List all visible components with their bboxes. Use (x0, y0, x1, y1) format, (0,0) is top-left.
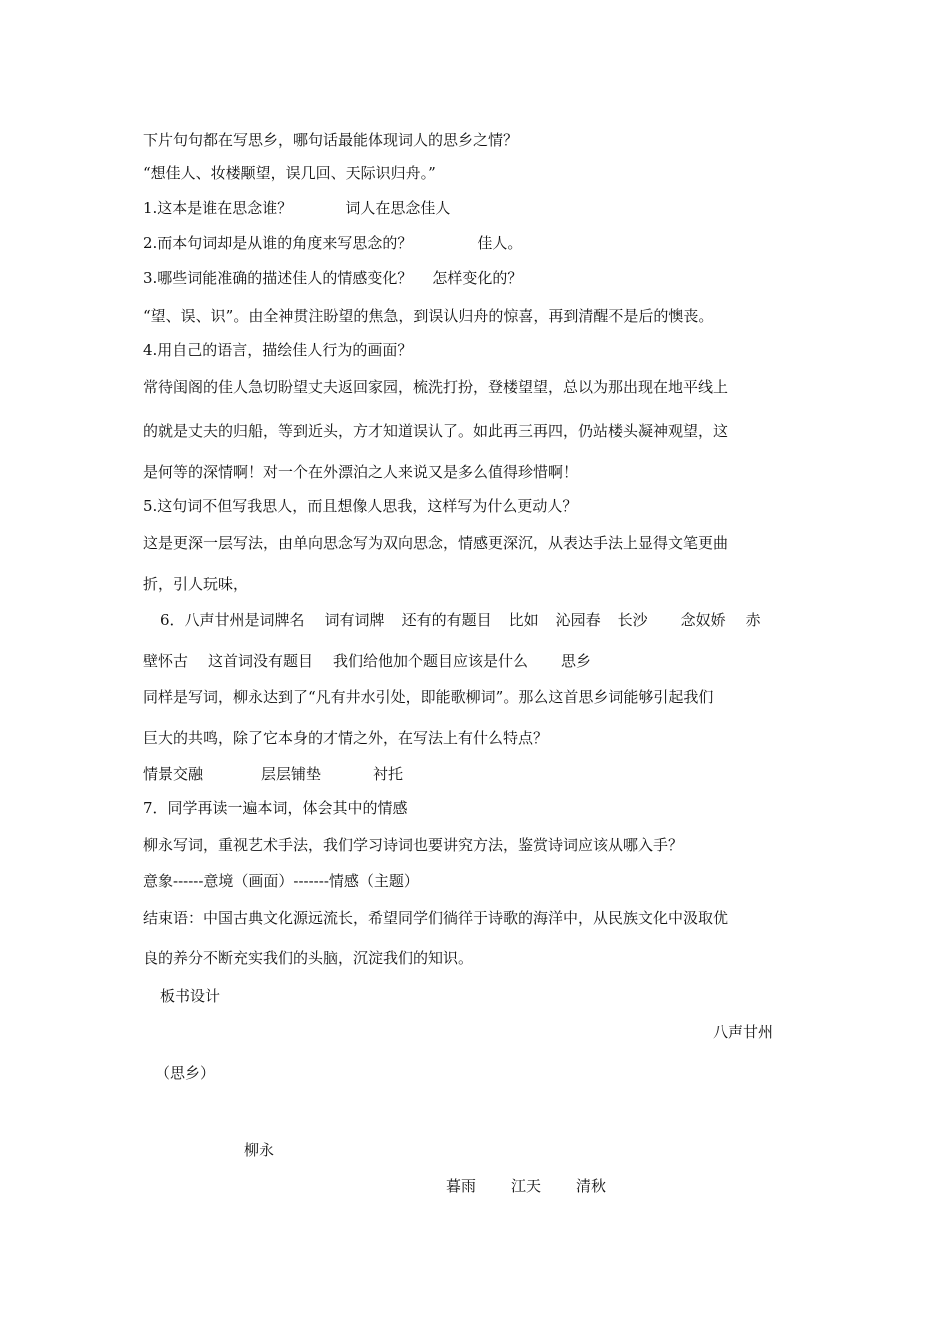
question-3 (143, 268, 522, 288)
conclusion-line-1: 结束语：中国古典文化源远流长，希望同学们徜徉于诗歌的海洋中，从民族文化中汲取优 (143, 909, 729, 927)
board-images (446, 1176, 606, 1196)
item-6-text-e: 沁园春 (555, 611, 601, 629)
comparison-line-1: 同样是写词，柳永达到了“凡有井水引处，即能歌柳词”。那么这首思乡词能够引起我们 (143, 688, 714, 706)
answer-4-line-2: 的就是丈夫的归船，等到近头，方才知道误认了。如此再三再四，仍站楼头凝神观望，这 (143, 422, 729, 440)
board-theme: （思乡） (155, 1064, 216, 1082)
answer-2: 佳人。 (477, 234, 523, 252)
answer-3: “望、误、识”。由全神贯注盼望的焦急，到误认归舟的惊喜，再到清醒不是后的懊丧。 (143, 307, 714, 325)
question-line: 下片句句都在写思乡，哪句话最能体现词人的思乡之情？ (143, 131, 519, 149)
item-6-line-2 (143, 651, 591, 671)
board-image-1: 暮雨 (446, 1177, 477, 1195)
item-6-text-b: 词有词牌 (324, 611, 385, 629)
question-4: 4.用自己的语言，描绘佳人行为的画面？ (143, 341, 413, 359)
question-2-text: 2.而本句词却是从谁的角度来写思念的？ (143, 234, 413, 252)
board-image-2: 江天 (511, 1177, 542, 1195)
comparison-line-2: 巨大的共鸣，除了它本身的才情之外，在写法上有什么特点？ (143, 729, 549, 747)
question-5: 5.这句词不但写我思人，而且想像人思我，这样写为什么更动人？ (143, 497, 578, 515)
item-6-text-i: 壁怀古 (143, 652, 189, 670)
technique-2: 层层铺垫 (261, 765, 322, 783)
question-3-followup: 怎样变化的？ (432, 269, 523, 287)
techniques-line (143, 764, 403, 784)
item-6-line-1 (160, 610, 761, 630)
answer-4-line-1: 常待闺阁的佳人急切盼望丈夫返回家园，梳洗打扮，登楼望望，总以为那出现在地平线上 (143, 378, 729, 396)
method-chain: 意象------意境（画面）-------情感（主题） (143, 872, 419, 890)
item-6-text-k: 我们给他加个题目应该是什么 (333, 652, 529, 670)
answer-5-line-1: 这是更深一层写法，由单向思念写为双向思念，情感更深沉，从表达手法上显得文笔更曲 (143, 534, 729, 552)
item-6-text-f: 长沙 (617, 611, 648, 629)
method-line: 柳永写词，重视艺术手法，我们学习诗词也要讲究方法，鉴赏诗词应该从哪入手？ (143, 836, 684, 854)
item-7: 7．同学再读一遍本词，体会其中的情感 (143, 799, 408, 817)
item-6-text-g: 念奴娇 (680, 611, 726, 629)
item-6-text-j: 这首词没有题目 (208, 652, 314, 670)
quoted-verse: “想佳人、妆楼颙望，误几回、天际识归舟。” (143, 164, 436, 182)
item-6-text-a: 6．八声甘州是词牌名 (160, 611, 305, 629)
technique-1: 情景交融 (143, 765, 204, 783)
item-6-text-c: 还有的有题目 (401, 611, 492, 629)
board-heading: 板书设计 (160, 987, 221, 1005)
board-author: 柳永 (244, 1141, 275, 1159)
answer-4-line-3: 是何等的深情啊！对一个在外漂泊之人来说又是多么值得珍惜啊！ (143, 463, 579, 481)
answer-1: 词人在思念佳人 (345, 199, 451, 217)
conclusion-line-2: 良的养分不断充实我们的头脑，沉淀我们的知识。 (143, 949, 474, 967)
question-2 (143, 233, 522, 253)
technique-3: 衬托 (373, 765, 404, 783)
item-6-answer: 思乡 (561, 652, 592, 670)
question-1-text: 1.这本是谁在思念谁？ (143, 199, 293, 217)
item-6-text-h: 赤 (745, 611, 761, 629)
question-3-text: 3.哪些词能准确的描述佳人的情感变化？ (143, 269, 413, 287)
board-image-3: 清秋 (576, 1177, 607, 1195)
answer-5-line-2: 折，引人玩味， (143, 575, 249, 593)
board-title: 八声甘州 (713, 1023, 774, 1041)
item-6-text-d: 比如 (508, 611, 539, 629)
question-1 (143, 198, 450, 218)
